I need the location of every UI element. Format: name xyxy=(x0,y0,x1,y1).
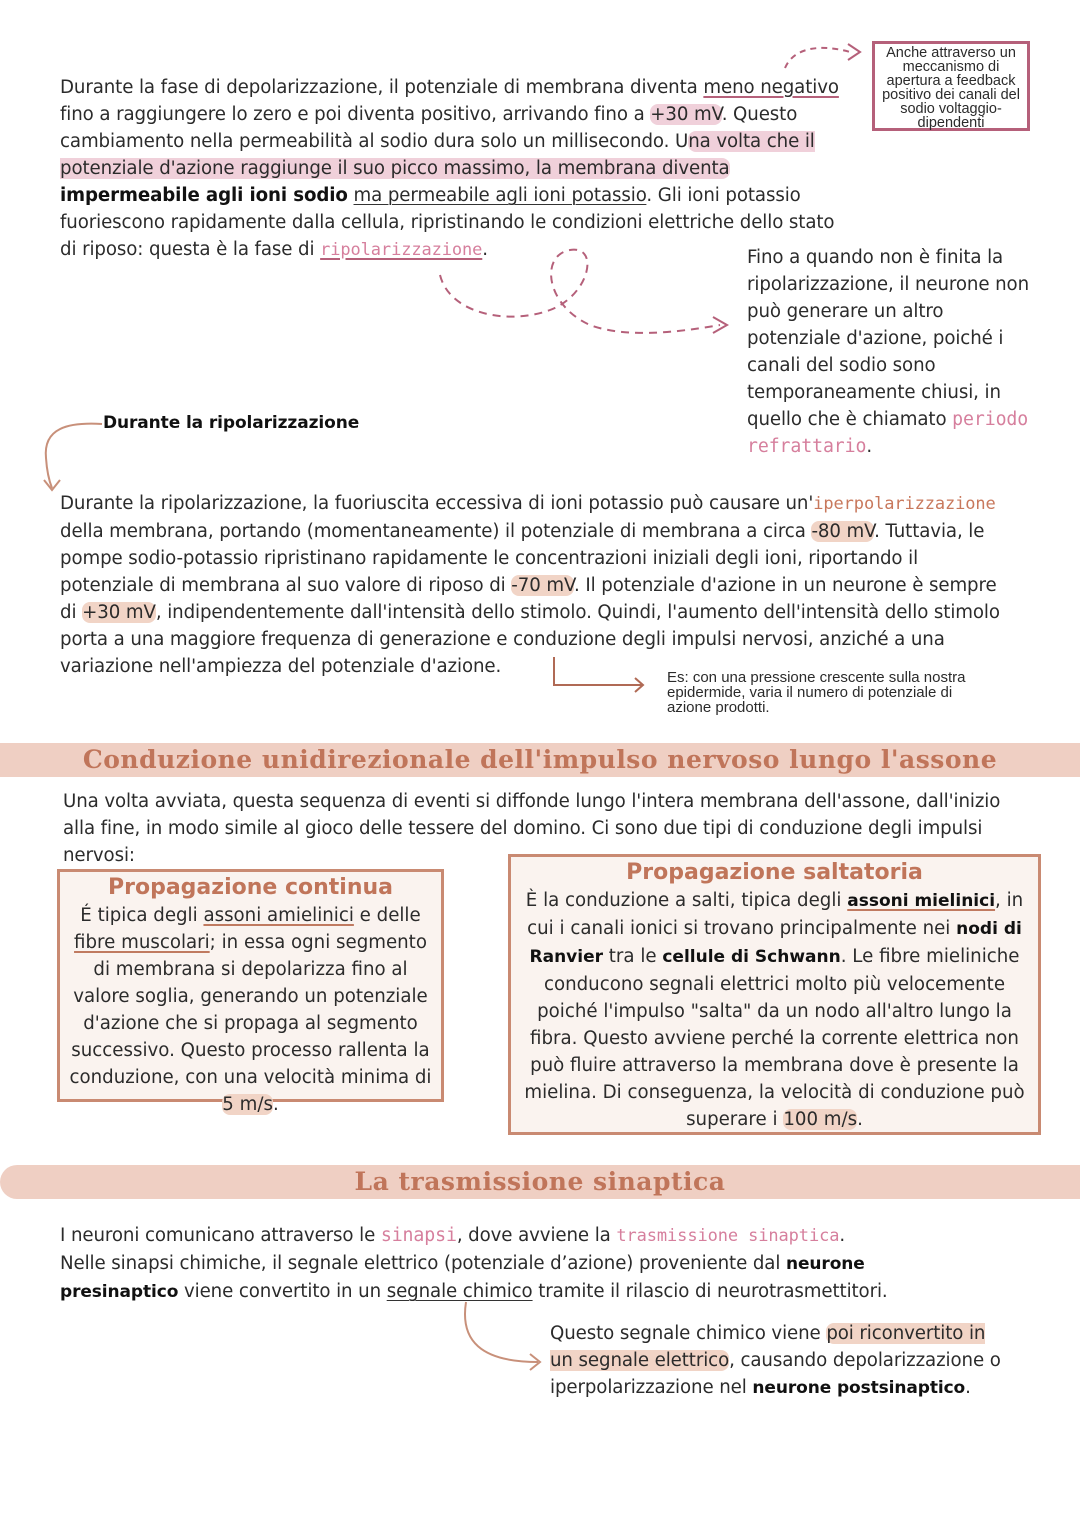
dashed-loop-arrow-icon xyxy=(430,245,740,345)
text: . Questo cambiamento nella permeabilità al sodio dura solo un millisecondo. U xyxy=(60,104,798,152)
bold-text: neurone postsinaptico xyxy=(752,1378,966,1398)
section-banner-trasmissione xyxy=(0,1165,1080,1199)
underlined-text: ma permeabile agli ioni potassio xyxy=(353,185,647,206)
text: , causando depolarizzazione o iperpolarizzazione nel xyxy=(550,1350,1001,1398)
text: Durante la fase di depolarizzazione, il potenziale di membrana diventa xyxy=(60,77,704,98)
keyword-trasmissione-sinaptica: trasmissione sinaptica xyxy=(616,1226,840,1246)
side-note-text: Anche attraverso un meccanismo di apertura a feedback positivo dei canali del sodio voltaggio-dipendenti xyxy=(882,45,1020,131)
text: I neuroni comunicano attraverso le xyxy=(60,1225,381,1246)
underlined-text: meno negativo xyxy=(703,77,839,98)
subheading-ripolarizzazione: Durante la ripolarizzazione xyxy=(103,413,360,433)
text: , in cui i canali ionici si trovano principalmente nei xyxy=(527,890,1024,939)
dashed-arrow-icon xyxy=(780,40,870,70)
curved-arrow-icon xyxy=(38,418,108,498)
highlight-value: 100 m/s xyxy=(783,1109,858,1130)
highlight-value: +30 mV xyxy=(82,602,156,623)
keyword-sinapsi: sinapsi xyxy=(380,1225,457,1246)
paragraph-conduction-intro: Una volta avviata, questa sequenza di eventi si diffonde lungo l'intera membrana dell'assone, dall'inizio alla fine, in modo simile al gioco delle tessere del domino. Ci sono due tipi di conduzione degli impulsi nervosi: xyxy=(63,791,1001,866)
highlighted-text: na volta che il potenziale d'azione raggiunge il suo picco massimo, la membrana diventa xyxy=(60,131,815,179)
box-title: Propagazione saltatoria xyxy=(626,860,923,885)
text: e delle xyxy=(353,905,421,926)
keyword-periodo-refrattario: periodo refrattario xyxy=(747,409,1029,457)
highlighted-text: poi riconvertito in un segnale elettrico xyxy=(550,1323,986,1371)
text: . xyxy=(839,1225,846,1246)
text: fino a raggiungere lo zero e poi diventa positivo, arrivando fino a xyxy=(60,104,651,125)
highlight-value: -70 mV xyxy=(511,575,574,596)
text: Fino a quando non è finita la ripolarizzazione, il neurone non può generare un altro potenziale d'azione, poiché i canali del sodio sono temporaneamente chiusi, in quello che è chiamato xyxy=(747,247,1029,430)
highlight-value: 5 m/s xyxy=(222,1094,273,1115)
example-note-text: Es: con una pressione crescente sulla nostra epidermide, varia il numero di potenziale di azione prodotti. xyxy=(667,669,966,716)
text: Durante la ripolarizzazione, la fuoriuscita eccessiva di ioni potassio può causare un' xyxy=(60,493,814,514)
keyword-iperpolarizzazione: iperpolarizzazione xyxy=(813,494,996,514)
text: della membrana, portando (momentaneamente) il potenziale di membrana a circa xyxy=(60,521,812,542)
text: . Gli ioni potassio fuoriescono rapidamente dalla cellula, ripristinando le condizioni elettriche dello stato di riposo: questa è la fase di xyxy=(60,185,835,260)
highlight-value: -80 mV xyxy=(811,521,875,542)
text: viene convertito in un xyxy=(178,1281,387,1302)
text: . xyxy=(857,1109,863,1130)
curved-arrow-icon xyxy=(460,1300,550,1370)
text: . xyxy=(866,436,873,457)
keyword-ripolarizzazione: ripolarizzazione xyxy=(320,240,483,260)
box-propagazione-saltatoria xyxy=(508,854,1041,1135)
example-note xyxy=(667,670,977,715)
text: . xyxy=(482,239,488,260)
text: . Tuttavia, le pompe sodio-potassio ripristinano rapidamente le concentrazioni iniziali degli ioni, riportando il potenziale di membrana al suo valore di riposo di xyxy=(60,521,985,596)
text: . Il potenziale d'azione in un neurone è sempre di xyxy=(60,575,997,623)
highlight-value: +30 mV xyxy=(650,104,722,125)
bold-text: cellule di Schwann xyxy=(662,947,841,967)
paragraph-depolarization xyxy=(60,74,840,264)
section-title: Conduzione unidirezionale dell'impulso nervoso lungo l'assone xyxy=(82,745,998,774)
text: É tipica degli xyxy=(80,905,204,926)
text: È la conduzione a salti, tipica degli xyxy=(525,890,848,911)
text: , dove avviene la xyxy=(456,1225,617,1246)
text: , indipendentemente dall'intensità dello stimolo. Quindi, l'aumento dell'intensità dello stimolo porta a una maggiore frequenza di generazione e conduzione degli impulsi nervosi, anziché a una variazione nell'ampiezza del potenziale d'azione. xyxy=(60,602,1000,677)
box-propagazione-continua xyxy=(57,869,444,1115)
text: . Le fibre mieliniche conducono segnali elettrici molto più velocemente poiché l'impulso "salta" da un nodo all'altro lungo la fibra. Questo avviene perché la corrente elettrica non può fluire attraverso la membrana dove è presente la mielina. Di conseguenza, la velocità di conduzione può superare i xyxy=(524,946,1025,1130)
paragraph-postsynaptic xyxy=(550,1320,1010,1402)
text: Questo segnale chimico viene xyxy=(550,1323,827,1344)
underlined-text: segnale chimico xyxy=(386,1281,533,1302)
section-title: La trasmissione sinaptica xyxy=(354,1167,726,1196)
bold-underlined-text: assoni mielinici xyxy=(847,891,996,911)
box-title: Propagazione continua xyxy=(107,875,394,900)
bold-text: impermeabile agli ioni sodio xyxy=(60,185,348,206)
text: Nelle sinapsi chimiche, il segnale elettrico (potenziale d’azione) proveniente dal xyxy=(60,1253,786,1274)
side-note-box xyxy=(872,41,1030,131)
paragraph-hyperpolarization xyxy=(60,490,1010,680)
text: ; in essa ogni segmento di membrana si depolarizza fino al valore soglia, generando un potenziale d'azione che si propaga al segmento successivo. Questo processo rallenta la conduzione, con una velocità minima di xyxy=(69,932,432,1088)
section-banner-conduzione xyxy=(0,743,1080,777)
elbow-arrow-icon xyxy=(550,655,650,695)
text: tra le xyxy=(603,946,663,967)
underlined-text: fibre muscolari xyxy=(74,932,210,953)
paragraph-synapse xyxy=(60,1222,960,1306)
bold-text: neurone presinaptico xyxy=(60,1254,865,1302)
refractory-note xyxy=(747,244,1037,460)
underlined-text: assoni amielinici xyxy=(203,905,354,926)
text: . xyxy=(272,1094,279,1115)
bold-text: nodi di Ranvier xyxy=(529,919,1022,967)
text: tramite il rilascio di neurotrasmettitori. xyxy=(532,1281,888,1302)
text: . xyxy=(965,1377,971,1398)
